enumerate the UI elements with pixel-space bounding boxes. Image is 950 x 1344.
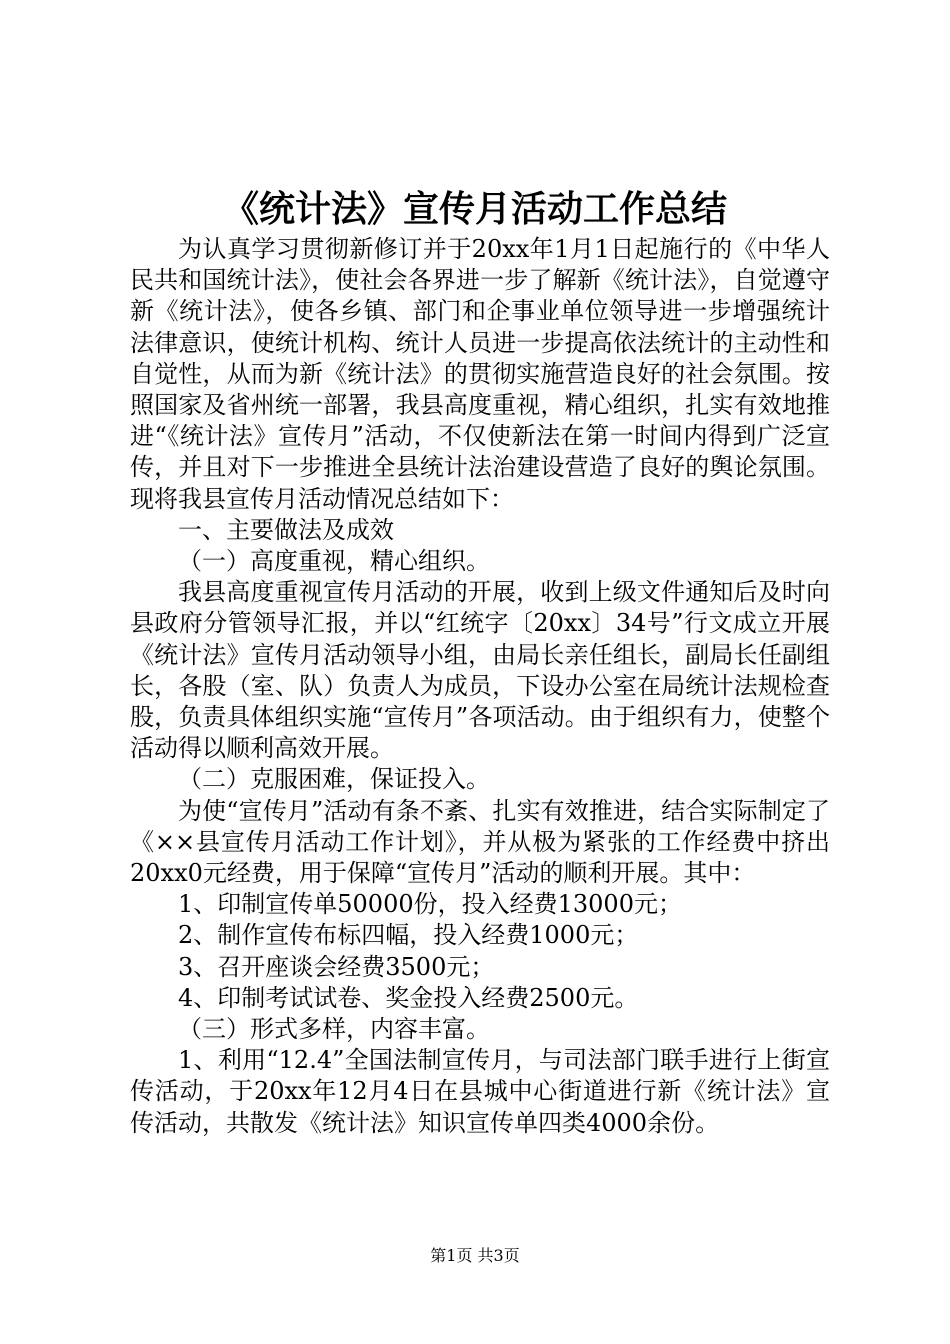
subsection-heading-2: （二）克服困难，保证投入。 [178, 765, 490, 794]
list-item: 2、制作宣传布标四幅，投入经费1000元； [178, 921, 639, 950]
page-number: 第1页 [430, 1246, 473, 1265]
body-paragraph: 为使“宣传月”活动有条不紊、扎实有效推进，结合实际制定了《××县宣传月活动工作计划》，并从极为紧张的工作经费中挤出20xx0元经费，用于保障“宣传月”活动的顺利开展。其中： [130, 796, 830, 888]
section-heading-1: 一、主要做法及成效 [178, 515, 394, 544]
list-item: 4、印制考试试卷、奖金投入经费2500元。 [178, 983, 639, 1012]
body-paragraph: 我县高度重视宣传月活动的开展，收到上级文件通知后及时向县政府分管领导汇报，并以“红统字〔20xx〕34号”行文成立开展《统计法》宣传月活动领导小组，由局长亲任组长，副局长任副组长，各股（室、队）负责人为成员，下设办公室在局统计法规检查股，负责具体组织实施“宣传月”各项活动。由于组织有力，使整个活动得以顺利高效开展。 [130, 578, 830, 763]
page-footer [0, 1245, 950, 1267]
intro-paragraph: 为认真学习贯彻新修订并于20xx年1月1日起施行的《中华人民共和国统计法》，使社会各界进一步了解新《统计法》，自觉遵守新《统计法》，使各乡镇、部门和企事业单位领导进一步增强统计法律意识，使统计机构、统计人员进一步提高依法统计的主动性和自觉性，从而为新《统计法》的贯彻实施营造良好的社会氛围。按照国家及省州统一部署，我县高度重视，精心组织，扎实有效地推进“《统计法》宣传月”活动，不仅使新法在第一时间内得到广泛宣传，并且对下一步推进全县统计法治建设营造了良好的舆论氛围。现将我县宣传月活动情况总结如下： [130, 235, 830, 513]
subsection-heading-3: （三）形式多样，内容丰富。 [178, 1015, 490, 1044]
body-paragraph: 1、利用“12.4”全国法制宣传月，与司法部门联手进行上街宣传活动，于20xx年12月4日在县城中心街道进行新《统计法》宣传活动，共散发《统计法》知识宣传单四类4000余份。 [130, 1046, 830, 1137]
document-body [130, 234, 830, 1139]
list-item: 1、印制宣传单50000份，投入经费13000元； [178, 890, 682, 919]
document-title: 《统计法》宣传月活动工作总结 [222, 188, 727, 230]
page-total: 共3页 [477, 1246, 520, 1265]
subsection-heading-1: （一）高度重视，精心组织。 [178, 547, 490, 576]
list-item: 3、召开座谈会经费3500元； [178, 952, 495, 981]
